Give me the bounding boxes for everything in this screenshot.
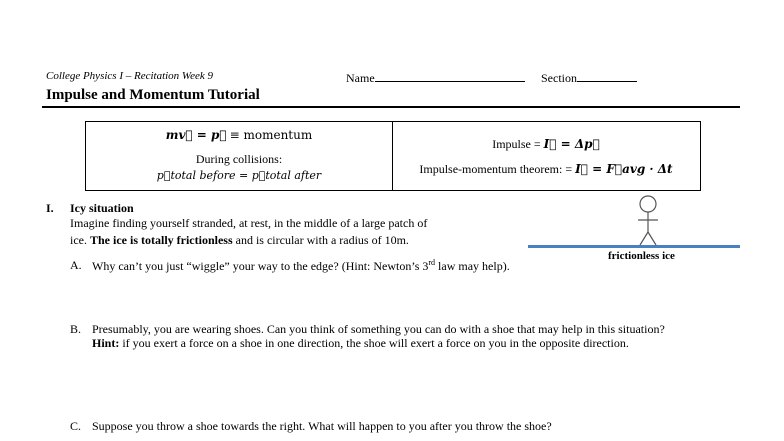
question-a-body: Why can’t you just “wiggle” your way to the edge? (Hint: Newton’s 3: [92, 259, 429, 273]
section-label: Section: [541, 71, 577, 85]
ice-label: frictionless ice: [608, 250, 675, 262]
theorem-label: Impulse-momentum theorem: =: [419, 162, 573, 176]
impulse-definition: [392, 137, 700, 152]
stick-figure-icon: [625, 192, 673, 248]
theorem-equation: I⃗ = F⃗avg · Δt: [575, 162, 673, 176]
section-title: Icy situation: [70, 201, 134, 215]
name-label: Name: [346, 71, 375, 85]
section-field[interactable]: [541, 70, 637, 86]
formula-box: [85, 121, 701, 191]
name-field[interactable]: [346, 70, 525, 86]
momentum-word: ≡ momentum: [229, 128, 313, 142]
question-a-text: [92, 258, 510, 274]
question-c-letter: C.: [70, 419, 82, 433]
question-c-text: Suppose you throw a shoe towards the right. What will happen to you after you throw the shoe?: [92, 419, 552, 433]
ice-surface-line: [528, 245, 740, 248]
intro-text: ice.: [70, 233, 90, 247]
momentum-definition: [86, 128, 392, 143]
question-b-text: [92, 322, 738, 350]
question-a-body-end: law may help).: [435, 259, 510, 273]
section-number: I.: [46, 201, 54, 215]
intro-emphasis: The ice is totally frictionless: [90, 233, 233, 247]
question-b-letter: B.: [70, 322, 82, 336]
collisions-label: During collisions:: [195, 152, 283, 166]
hint-label: Hint:: [92, 336, 120, 350]
page-title: Impulse and Momentum Tutorial: [46, 87, 260, 103]
course-header: College Physics I – Recitation Week 9: [46, 70, 213, 82]
hint-text: if you exert a force on a shoe in one direction, the shoe will exert a force on you in the opposite direction.: [119, 336, 629, 350]
title-rule: [42, 106, 740, 108]
box-divider: [392, 122, 393, 190]
intro-line-2: [70, 233, 409, 248]
impulse-equation: I⃗ = Δp⃗: [543, 137, 600, 151]
momentum-equation: mv⃗ = p⃗: [165, 128, 227, 142]
momentum-conservation: p⃗total before = p⃗total after: [156, 169, 322, 182]
section-blank-line[interactable]: [577, 70, 637, 82]
name-blank-line[interactable]: [375, 70, 525, 82]
impulse-theorem: [392, 162, 700, 177]
question-a-superscript: rd: [428, 258, 436, 267]
impulse-label: Impulse =: [492, 137, 541, 151]
intro-line-1: Imagine finding yourself stranded, at rest, in the middle of a large patch of: [70, 216, 428, 230]
question-a-letter: A.: [70, 258, 82, 272]
question-b-body: Presumably, you are wearing shoes. Can you think of something you can do with a shoe that may help in this situation?: [92, 322, 665, 336]
intro-text-end: and is circular with a radius of 10m.: [232, 233, 409, 247]
